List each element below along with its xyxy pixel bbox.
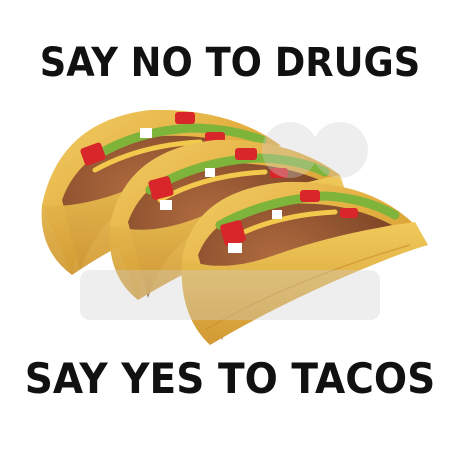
taco-front [182,182,428,345]
headline-bottom: SAY YES TO TACOS [24,354,436,403]
headline-top: SAY NO TO DRUGS [39,40,421,86]
